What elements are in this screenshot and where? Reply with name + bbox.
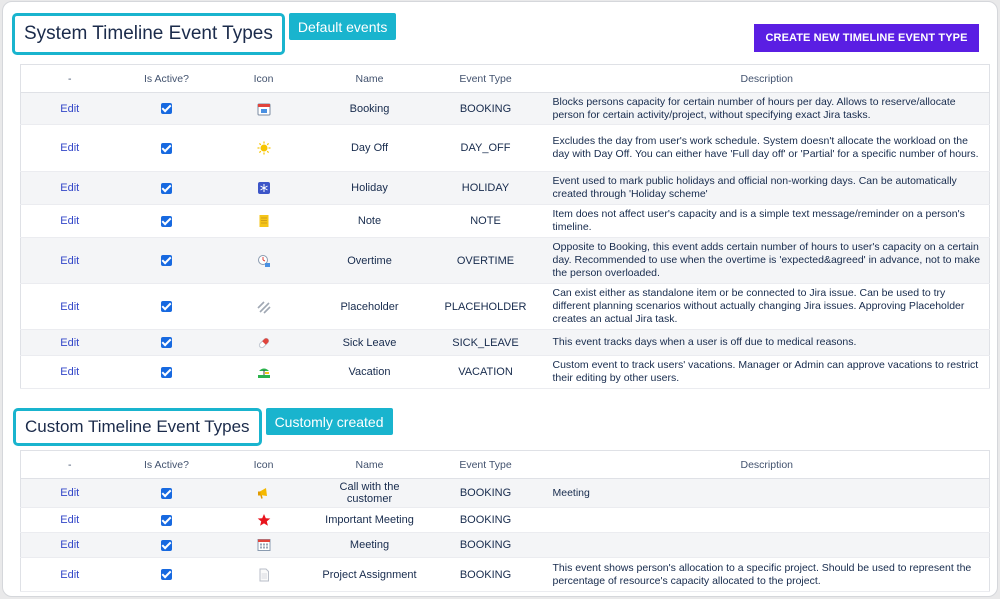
event-type: BOOKING	[427, 479, 545, 508]
edit-link[interactable]: Edit	[60, 215, 80, 227]
event-description: Excludes the day from user's work schedule. System doesn't allocate the workload on the day with Day Off. You can either have 'Full day off' or 'Partial' for a specific number of hours.	[545, 125, 990, 172]
event-type: VACATION	[427, 356, 545, 389]
table-header-row	[21, 451, 990, 479]
event-description: This event tracks days when a user is off due to medical reasons.	[545, 330, 990, 356]
table-row	[21, 125, 990, 172]
event-name: Sick Leave	[313, 330, 427, 356]
sun-icon	[257, 141, 271, 155]
column-header-icon: Icon	[215, 451, 313, 479]
edit-link[interactable]: Edit	[60, 539, 80, 551]
edit-link[interactable]: Edit	[60, 514, 80, 526]
table-row	[21, 330, 990, 356]
calendar-grid-icon	[257, 538, 271, 552]
event-name: Day Off	[313, 125, 427, 172]
column-header-actions: -	[21, 451, 119, 479]
column-header-icon: Icon	[215, 65, 313, 93]
column-header-is-active: Is Active?	[119, 451, 215, 479]
system-event-types-table	[20, 64, 990, 389]
is-active-checkbox[interactable]	[161, 143, 172, 154]
event-description: Item does not affect user's capacity and is a simple text message/reminder on a person's timeline.	[545, 205, 990, 238]
table-row	[21, 238, 990, 284]
event-name: Overtime	[313, 238, 427, 284]
custom-event-types-table	[20, 450, 990, 592]
edit-link[interactable]: Edit	[60, 182, 80, 194]
is-active-checkbox[interactable]	[161, 255, 172, 266]
beach-icon	[257, 365, 271, 379]
column-header-event-type: Event Type	[427, 451, 545, 479]
snowflake-icon	[257, 181, 271, 195]
table-row	[21, 508, 990, 533]
is-active-checkbox[interactable]	[161, 540, 172, 551]
event-type: BOOKING	[427, 508, 545, 533]
event-description: Can exist either as standalone item or be connected to Jira issue. Can be used to try different planning scenarios without actually changing Jira issues. Approving Placeholder creates an actual Jira task.	[545, 284, 990, 330]
megaphone-icon	[257, 486, 271, 500]
event-name: Placeholder	[313, 284, 427, 330]
column-header-description: Description	[545, 451, 990, 479]
column-header-name: Name	[313, 451, 427, 479]
table-row	[21, 533, 990, 558]
event-description	[545, 508, 990, 533]
custom-section-title: Custom Timeline Event Types	[13, 408, 262, 446]
event-type: BOOKING	[427, 533, 545, 558]
event-type: HOLIDAY	[427, 172, 545, 205]
event-type: PLACEHOLDER	[427, 284, 545, 330]
event-description: This event shows person's allocation to a specific project. Should be used to represent the percentage of resource's capacity allocated to the project.	[545, 558, 990, 592]
event-description: Event used to mark public holidays and official non-working days. Can be automatically created through 'Holiday scheme'	[545, 172, 990, 205]
default-events-badge: Default events	[289, 13, 397, 40]
column-header-description: Description	[545, 65, 990, 93]
is-active-checkbox[interactable]	[161, 216, 172, 227]
is-active-checkbox[interactable]	[161, 488, 172, 499]
event-name: Note	[313, 205, 427, 238]
create-timeline-event-type-button[interactable]: CREATE NEW TIMELINE EVENT TYPE	[754, 24, 979, 52]
is-active-checkbox[interactable]	[161, 515, 172, 526]
table-row	[21, 558, 990, 592]
column-header-event-type: Event Type	[427, 65, 545, 93]
edit-link[interactable]: Edit	[60, 300, 80, 313]
edit-link[interactable]: Edit	[60, 336, 80, 349]
is-active-checkbox[interactable]	[161, 569, 172, 580]
pill-icon	[257, 336, 271, 350]
edit-link[interactable]: Edit	[60, 254, 80, 267]
event-type: NOTE	[427, 205, 545, 238]
star-icon	[257, 513, 271, 527]
is-active-checkbox[interactable]	[161, 103, 172, 114]
event-name: Project Assignment	[313, 558, 427, 592]
event-description: Custom event to track users' vacations. Manager or Admin can approve vacations to restrict their editing by other users.	[545, 356, 990, 389]
event-type: BOOKING	[427, 558, 545, 592]
event-name: Vacation	[313, 356, 427, 389]
is-active-checkbox[interactable]	[161, 301, 172, 312]
event-type: OVERTIME	[427, 238, 545, 284]
column-header-name: Name	[313, 65, 427, 93]
edit-link[interactable]: Edit	[60, 142, 80, 154]
table-row	[21, 93, 990, 125]
document-icon	[257, 568, 271, 582]
clock-plus-icon	[257, 254, 271, 268]
stripes-icon	[257, 300, 271, 314]
column-header-actions: -	[21, 65, 119, 93]
table-row	[21, 172, 990, 205]
table-row	[21, 356, 990, 389]
event-name: Holiday	[313, 172, 427, 205]
event-name: Meeting	[313, 533, 427, 558]
edit-link[interactable]: Edit	[60, 568, 80, 581]
is-active-checkbox[interactable]	[161, 367, 172, 378]
custom-section-header	[13, 408, 393, 446]
customly-created-badge: Customly created	[266, 408, 393, 435]
event-description: Opposite to Booking, this event adds certain number of hours to user's capacity on a certain day. Recommended to use when the overtime is 'expected&agreed' in advance, not to make the person overloaded.	[545, 238, 990, 284]
event-description: Meeting	[545, 479, 990, 508]
edit-link[interactable]: Edit	[60, 366, 80, 378]
system-section-header	[12, 13, 396, 55]
app-frame	[2, 1, 998, 597]
table-row	[21, 284, 990, 330]
note-icon	[257, 214, 271, 228]
event-name: Call with the customer	[313, 479, 427, 508]
column-header-is-active: Is Active?	[119, 65, 215, 93]
event-type: BOOKING	[427, 93, 545, 125]
table-header-row	[21, 65, 990, 93]
is-active-checkbox[interactable]	[161, 337, 172, 348]
table-row	[21, 479, 990, 508]
calendar-icon	[257, 102, 271, 116]
edit-link[interactable]: Edit	[60, 102, 80, 115]
event-type: SICK_LEAVE	[427, 330, 545, 356]
event-description: Blocks persons capacity for certain number of hours per day. Allows to reserve/allocate person for certain activity/project, without specifying exact Jira tasks.	[545, 93, 990, 125]
event-name: Important Meeting	[313, 508, 427, 533]
table-row	[21, 205, 990, 238]
system-section-title: System Timeline Event Types	[12, 13, 285, 55]
event-name: Booking	[313, 93, 427, 125]
edit-link[interactable]: Edit	[60, 487, 80, 499]
event-description	[545, 533, 990, 558]
event-type: DAY_OFF	[427, 125, 545, 172]
is-active-checkbox[interactable]	[161, 183, 172, 194]
